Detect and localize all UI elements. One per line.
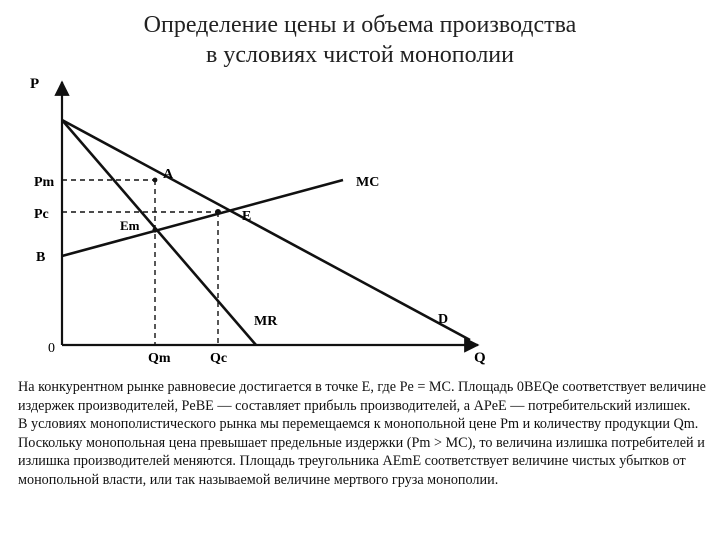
title-line-1: Определение цены и объема производства — [143, 12, 577, 38]
curve-label-mr: MR — [254, 314, 278, 329]
title-line-2: в условиях чистой монополии — [206, 42, 514, 68]
point-label-e: E — [242, 209, 252, 224]
price-label-b: B — [36, 250, 46, 265]
curve-label-d: D — [438, 312, 449, 327]
price-label-pm: Pm — [34, 175, 55, 190]
point-em-marker — [152, 227, 157, 232]
mc-curve — [62, 180, 343, 256]
caption-paragraph-1: На конкурентном рынке равновесие достигается в точке Е, где Pe = MC. Площадь 0BEQe соответствует величине издержек производителей, PeBE — составляет прибыль производителей, а APeE — потребительский излишек. — [18, 379, 706, 414]
axis-x-label: Q — [474, 350, 486, 366]
quantity-label-qm: Qm — [148, 351, 171, 366]
quantity-label-qc: Qc — [210, 351, 228, 366]
axis-y-label: P — [30, 76, 40, 92]
origin-label: 0 — [48, 341, 55, 356]
point-label-a: A — [163, 167, 174, 182]
mr-curve — [62, 120, 256, 345]
caption-text — [18, 378, 708, 490]
point-e-marker — [215, 209, 221, 215]
point-label-em: Em — [120, 218, 140, 233]
price-label-pc: Pc — [34, 207, 49, 222]
caption-paragraph-2: В условиях монополистического рынка мы перемещаемся к монопольной цене Pm и количеству продукции Qm. Поскольку монопольная цена превышает предельные издержки (Pm > MC), то величина излишка потребителей и излишка производителей меняются. Площадь треугольника AEmE соответствует величине чистых убытков от монопольной власти, или так называемой величине мертвого груза монополии. — [18, 416, 705, 488]
curve-label-mc: MC — [356, 175, 380, 190]
point-a-marker — [153, 178, 158, 183]
